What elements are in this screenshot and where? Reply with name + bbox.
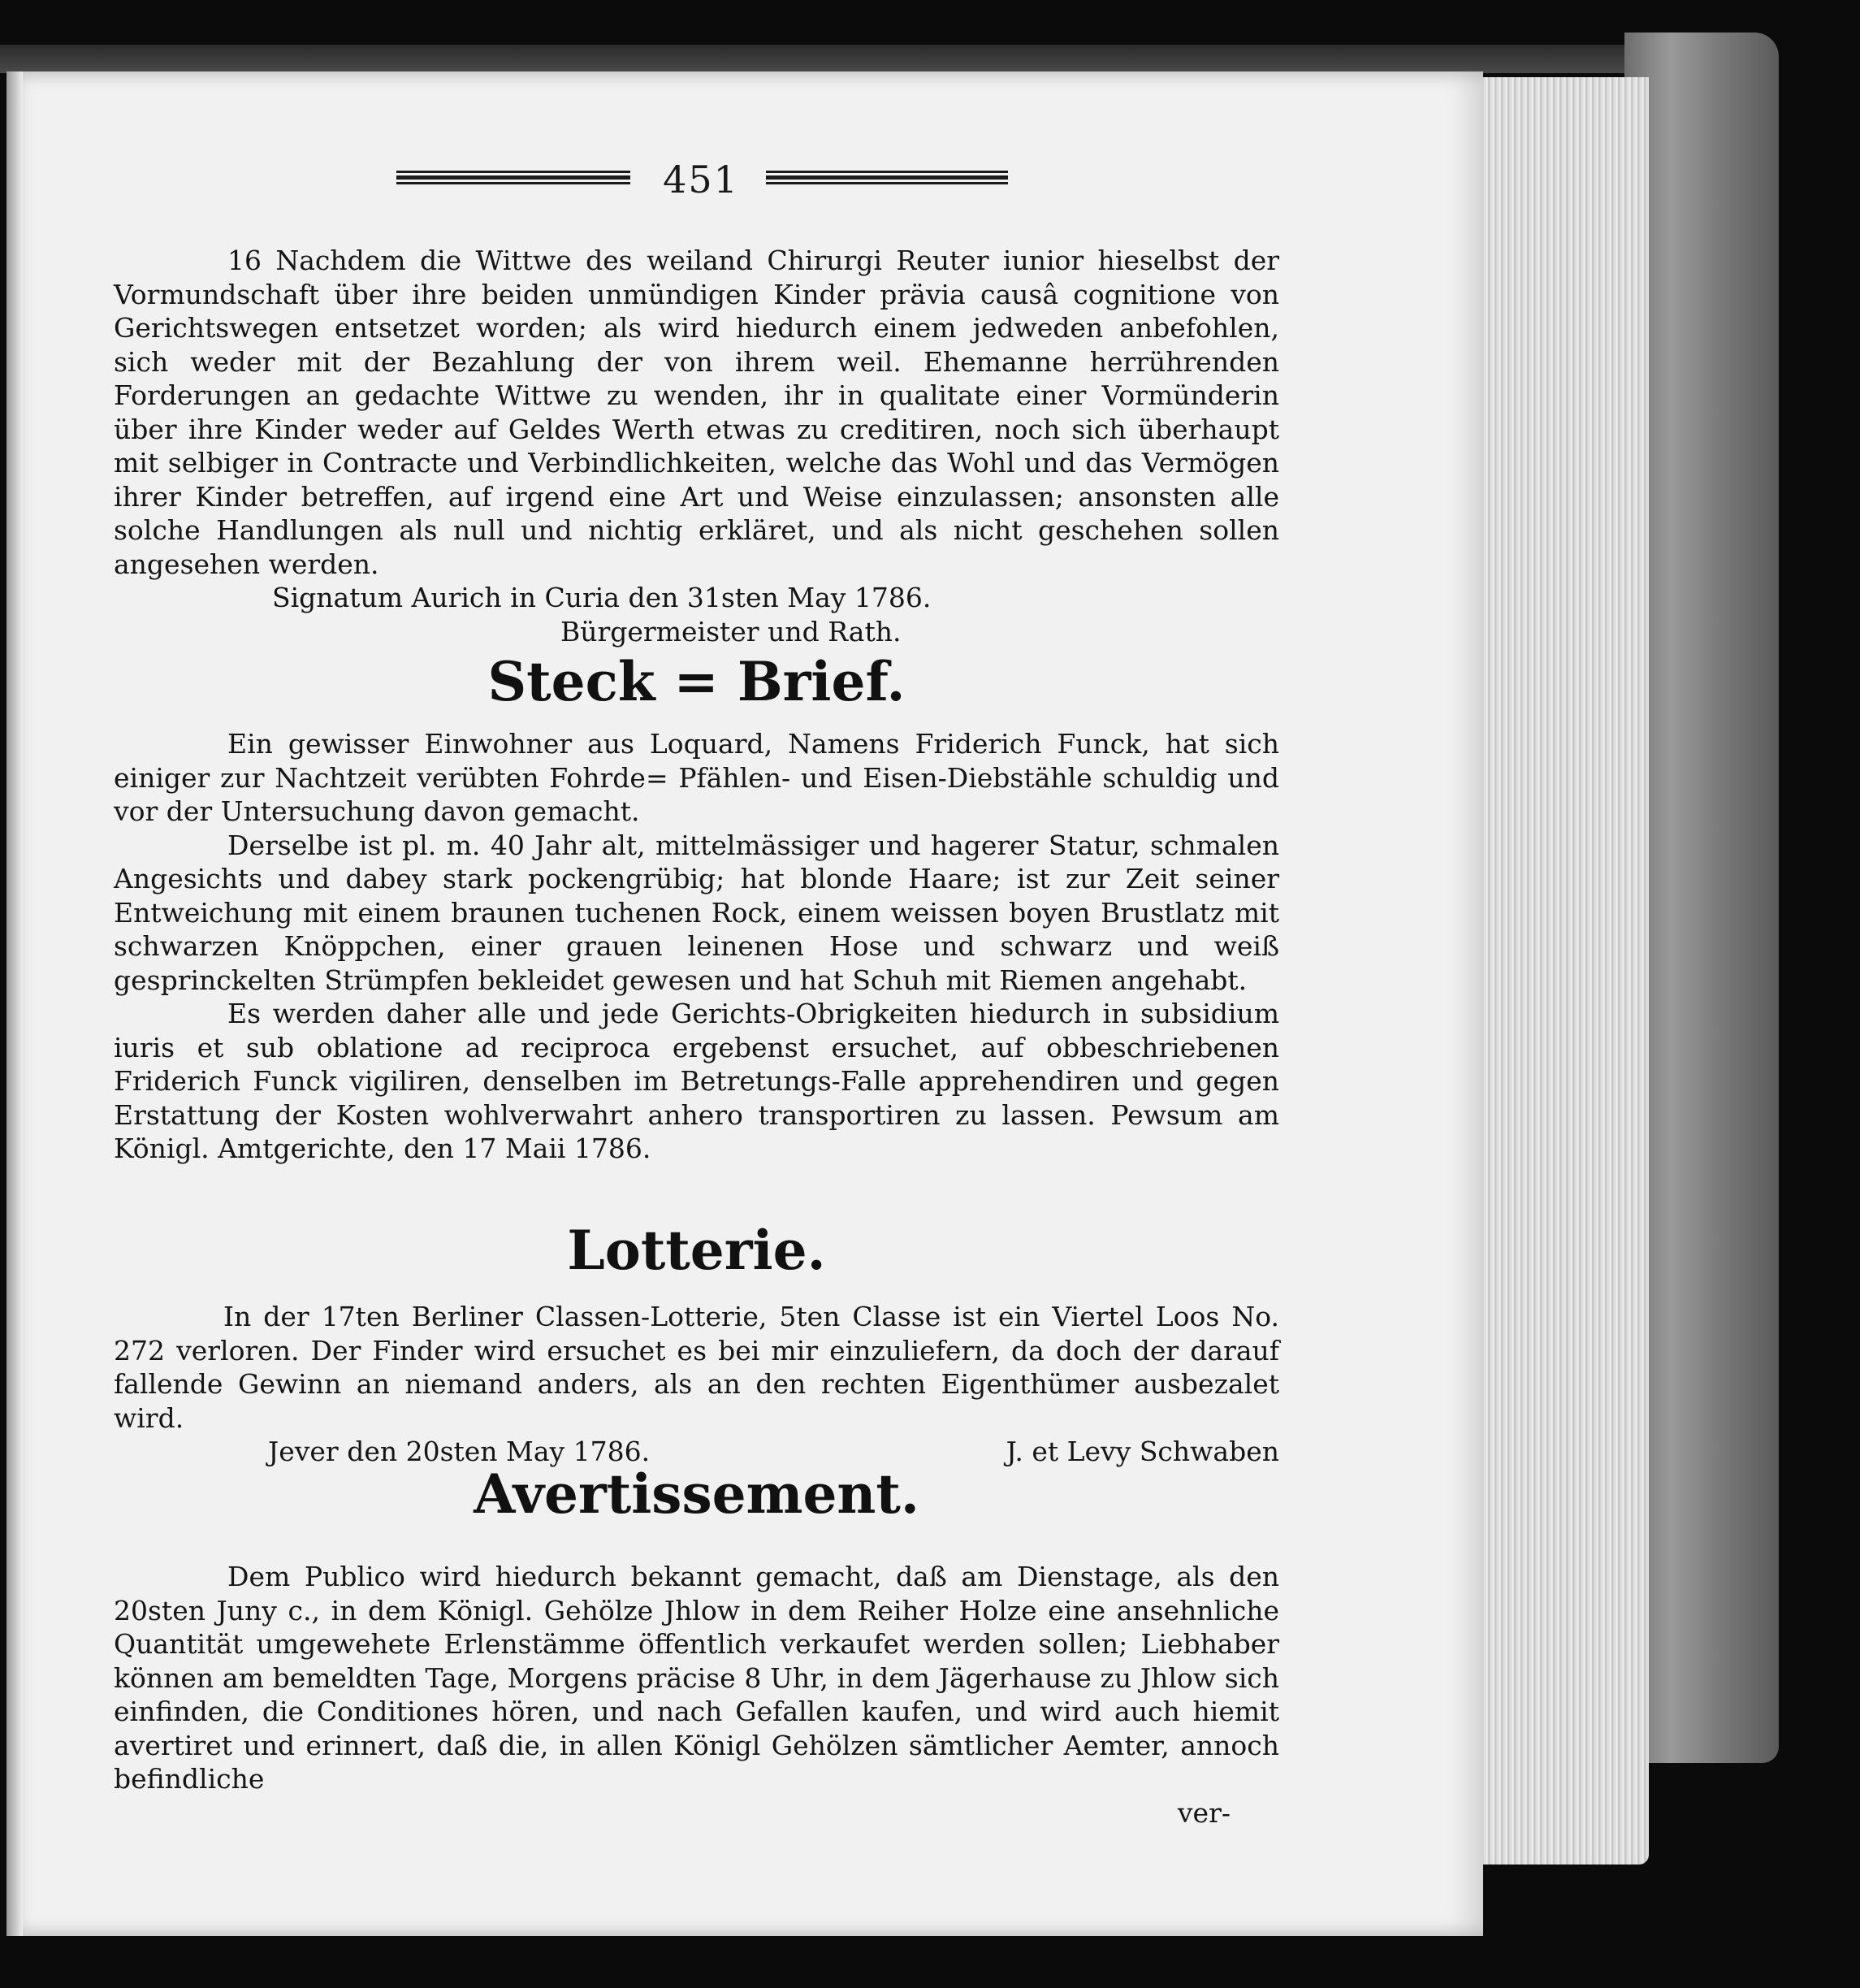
lotterie-signatory: J. et Levy Schwaben — [1006, 1436, 1279, 1467]
notice-reuter-signature-line: Signatum Aurich in Curia den 31sten May 1786. — [272, 582, 932, 613]
lotterie-para: In der 17ten Berliner Classen-Lotterie, 5ten Classe ist ein Viertel Loos No. 272 verloren. Der Finder wird ersuchet es bei mir einzuliefern, da doch der darauf fallende Gewinn an niemand anders, als an den rechten Eigenthümer ausbezalet wird. — [114, 1301, 1279, 1434]
steckbrief-para-1: Ein gewisser Einwohner aus Loquard, Namens Friderich Funck, hat sich einiger zur Nachtzeit verübten Fohrde= Pfählen- und Eisen-Diebstähle schuldig und vor der Untersuchung davon gemacht. — [114, 728, 1279, 827]
avertissement-para: Dem Publico wird hiedurch bekannt gemacht, daß am Dienstage, als den 20sten Juny c., in dem Königl. Gehölze Jhlow in dem Reiher Holze eine ansehnliche Quantität umgewehete Erlenstämme öffentlich verkaufet werden sollen; Liebhaber können am bemeldten Tage, Morgens präcise 8 Uhr, in dem Jägerhause zu Jhlow sich einfinden, die Conditiones hören, und nach Gefallen kaufen, und wird auch hiemit avertiret und erinnert, daß die, in allen Königl Gehölzen sämtlicher Aemter, annoch befindliche — [114, 1561, 1279, 1795]
notice-reuter-signatory: Bürgermeister und Rath. — [560, 615, 902, 648]
heading-lotterie: Lotterie. — [567, 1219, 826, 1282]
steckbrief-para-3: Es werden daher alle und jede Gerichts-Obrigkeiten hiedurch in subsidium iuris et sub oblatione ad reciproca ergebenst ersuchet, auf obbeschriebenen Friderich Funck vigiliren, denselben im Betretungs-Falle apprehendiren und gegen Erstattung der Kosten wohlverwahrt anhero transportiren zu lassen. Pewsum am Königl. Amtgerichte, den 17 Maii 1786. — [114, 998, 1279, 1164]
heading-avertissement: Avertissement. — [474, 1462, 919, 1526]
book-cover-top-edge — [0, 45, 1689, 73]
notice-reuter-body: 16 Nachdem die Wittwe des weiland Chirurgi Reuter iunior hieselbst der Vormundschaft über ihre beiden unmündigen Kinder prävia causâ cognitione von Gerichtswegen entsetzet worden; als wird hiedurch einem jedweden anbefohlen, sich weder mit der Bezahlung der von ihrem weil. Ehemanne herrührenden Forderungen an gedachte Wittwe zu wenden, ihr in qualitate einer Vormünderin über ihre Kinder weder auf Geldes Werth etwas zu creditiren, noch sich überhaupt mit selbiger in Contracte und Verbindlichkeiten, welche das Wohl und das Vermögen ihrer Kinder betreffen, auf irgend eine Art und Weise einzulassen; ansonsten alle solche Handlungen als null und nichtig erkläret, und als nicht geschehen sollen angesehen werden. — [114, 245, 1279, 580]
lotterie-place-date: Jever den 20sten May 1786. — [268, 1436, 651, 1467]
avertissement-section — [114, 1560, 1279, 1830]
page-gutter — [6, 71, 23, 1936]
notice-reuter — [114, 244, 1279, 648]
steckbrief-para-2: Derselbe ist pl. m. 40 Jahr alt, mittelmässiger und hagerer Statur, schmalen Angesichts und dabey stark pockengrübig; hat blonde Haare; ist zur Zeit seiner Entweichung mit einem braunen tuchenen Rock, einem weissen boyen Brustlatz mit schwarzen Knöppchen, einer grauen leinenen Hose und schwarz und weiß gesprinckelten Strümpfen bekleidet gewesen und hat Schuh mit Riemen angehabt. — [114, 829, 1279, 996]
page-header — [396, 158, 1010, 206]
header-rule-right — [766, 171, 1008, 187]
heading-steckbrief: Steck = Brief. — [487, 650, 906, 713]
header-rule-left — [396, 171, 630, 187]
steckbrief-section — [114, 727, 1279, 1166]
catchword: ver- — [1177, 1796, 1231, 1829]
lotterie-section — [114, 1300, 1279, 1469]
page-number: 451 — [663, 158, 739, 201]
page-block-edges — [1478, 77, 1649, 1865]
